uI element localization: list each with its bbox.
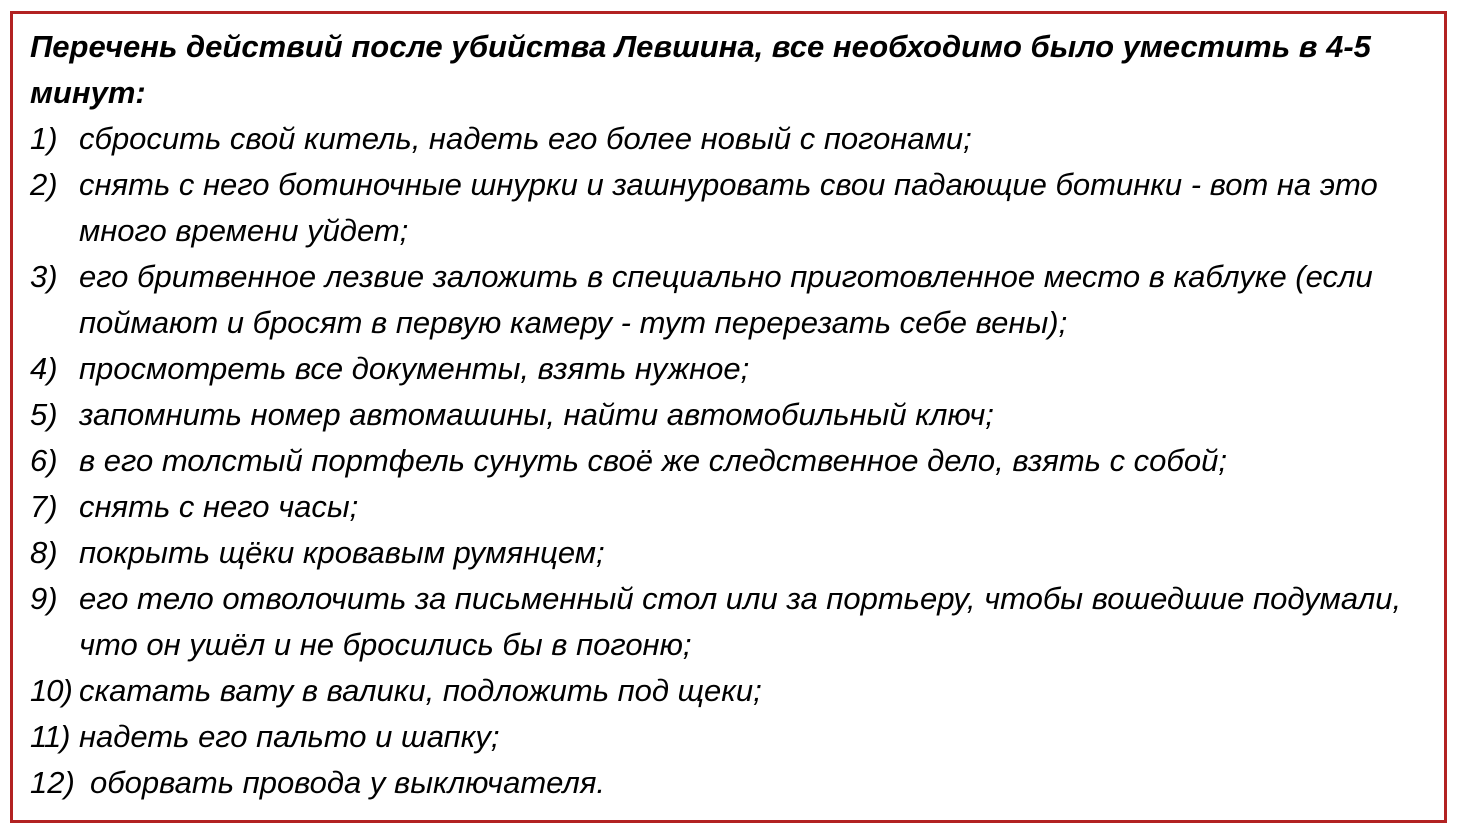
item-number: 5) [30,397,58,432]
list-item [30,116,1445,162]
item-text: его бритвенное лезвие заложить в специально приготовленное место в каблуке (если поймают и бросят в первую камеру - тут перерезать себе вены); [79,259,1373,340]
list-item [30,530,1445,576]
list-item [30,668,1445,714]
list-item [30,484,1445,530]
item-text: покрыть щёки кровавым румянцем; [79,535,605,570]
list-item [30,346,1445,392]
item-number: 7) [30,489,58,524]
item-number: 9) [30,581,58,616]
item-number: 3) [30,259,58,294]
item-number: 4) [30,351,58,386]
action-list [30,116,1445,806]
item-number: 1) [30,121,58,156]
item-text: снять с него ботиночные шнурки и зашнуровать свои падающие ботинки - вот на это много времени уйдет; [79,167,1378,248]
document-content [30,24,1445,806]
item-text: сбросить свой китель, надеть его более новый с погонами; [79,121,972,156]
item-text: снять с него часы; [79,489,359,524]
item-text: в его толстый портфель сунуть своё же следственное дело, взять с собой; [79,443,1227,478]
item-number: 8) [30,535,58,570]
document-title: Перечень действий после убийства Левшина, все необходимо было уместить в 4-5 минут: [30,29,1371,110]
item-number: 12) [30,765,75,800]
list-item [30,760,1445,806]
list-item [30,162,1445,254]
item-text: надеть его пальто и шапку; [79,719,500,754]
item-number: 2) [30,167,58,202]
list-item [30,438,1445,484]
item-text: запомнить номер автомашины, найти автомобильный ключ; [79,397,994,432]
item-number: 11) [30,719,70,754]
list-item [30,392,1445,438]
item-text: просмотреть все документы, взять нужное; [79,351,750,386]
item-text: его тело отволочить за письменный стол или за портьеру, чтобы вошедшие подумали, что он ушёл и не бросились бы в погоню; [79,581,1402,662]
list-item [30,254,1445,346]
list-item [30,576,1445,668]
item-text: оборвать провода у выключателя. [90,765,606,800]
item-number: 10) [30,673,72,708]
list-item [30,714,1445,760]
item-text: скатать вату в валики, подложить под щеки; [79,673,762,708]
item-number: 6) [30,443,58,478]
